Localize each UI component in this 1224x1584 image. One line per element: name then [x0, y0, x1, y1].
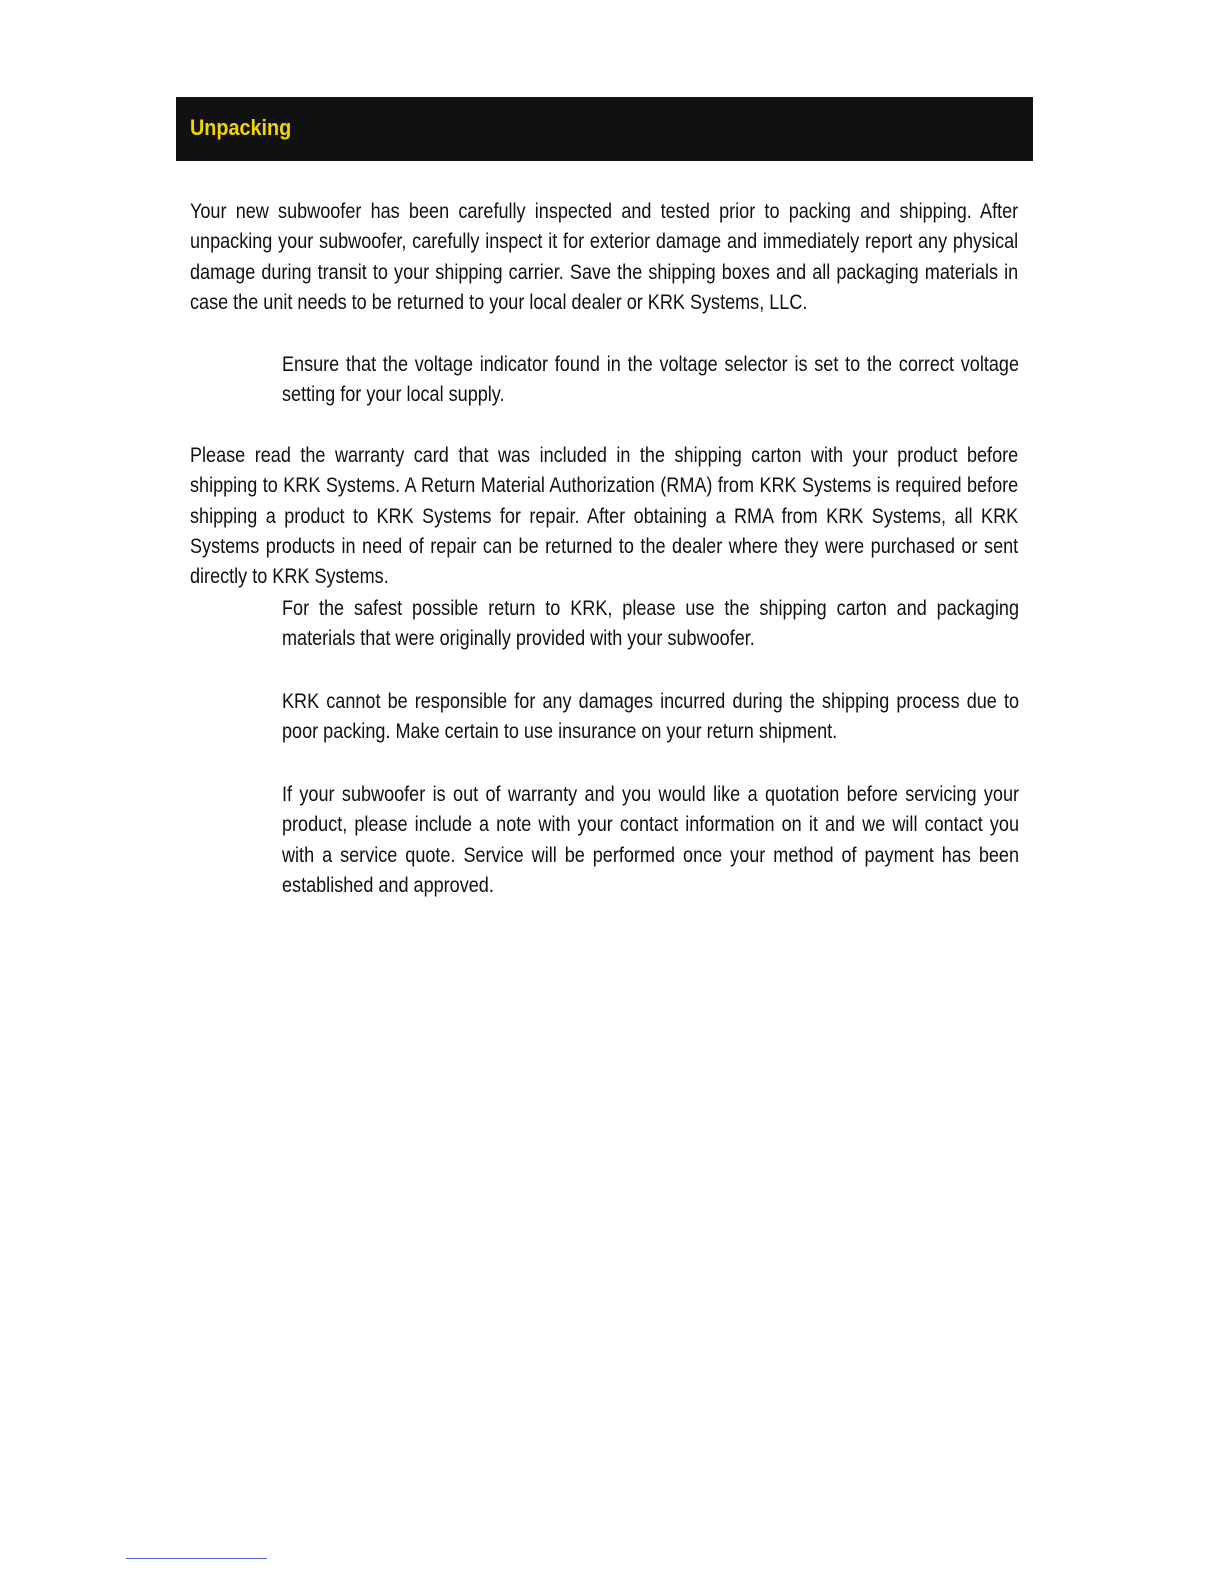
- footer-rule: [126, 1558, 267, 1559]
- intro-paragraph: Your new subwoofer has been carefully inspected and tested prior to packing and shipping. After unpacking your subwoofer, carefully inspect it for exterior damage and immediately report any physical damage during transit to your shipping carrier. Save the shipping boxes and all packaging materials in case the unit needs to be returned to your local dealer or KRK Systems, LLC.: [190, 200, 1019, 314]
- section-title: Unpacking: [190, 115, 292, 140]
- quotation-note: If your subwoofer is out of warranty and you would like a quotation before servicing your product, please include a note with your contact information on it and we will contact you with a service quote. Service will be performed once your method of payment has been established and approved.: [282, 783, 1020, 897]
- damages-note: KRK cannot be responsible for any damages incurred during the shipping process due to poor packing. Make certain to use insurance on your return shipment.: [282, 690, 1020, 744]
- warranty-paragraph: Please read the warranty card that was included in the shipping carton with your product before shipping to KRK Systems. A Return Material Authorization (RMA) from KRK Systems is required before shipping a product to KRK Systems for repair. After obtaining a RMA from KRK Systems, all KRK Systems products in need of repair can be returned to the dealer where they were purchased or sent directly to KRK Systems.: [190, 444, 1019, 589]
- section-header-bar: [176, 97, 1033, 161]
- safest-return-note: For the safest possible return to KRK, please use the shipping carton and packaging materials that were originally provided with your subwoofer.: [282, 597, 1020, 651]
- voltage-note: Ensure that the voltage indicator found in the voltage selector is set to the correct voltage setting for your local supply.: [282, 353, 1020, 407]
